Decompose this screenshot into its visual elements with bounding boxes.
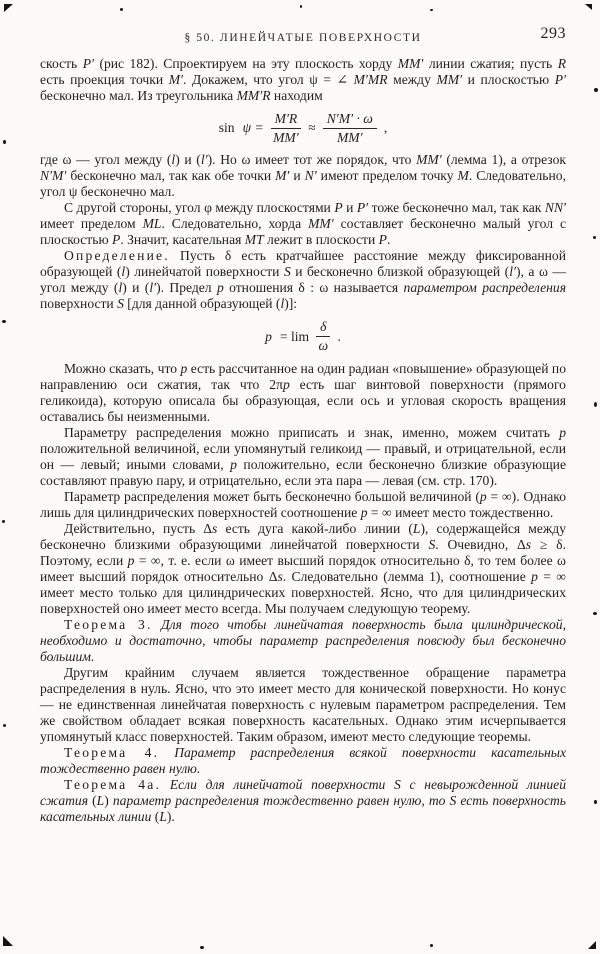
scan-speck [430,9,433,11]
formula-text: , [383,120,388,136]
formula-text: ≈ [308,120,316,136]
math-formula [40,319,566,353]
scan-speck [593,236,596,239]
italic-text: p [180,360,188,376]
scan-speck [585,4,592,10]
paragraph: где ω — угол между (l) и (l′). Но ω имеет тот же порядок, что MM′ (лемма 1), а отрезок N′M′ бесконечно мал, так как обе точки M′ и N′ имеют пределом точку M. Следовательно, угол ψ бесконечно мал. [40,152,566,200]
italic-text: p [230,456,237,472]
italic-text: P′ [554,72,566,87]
scan-speck [4,4,13,12]
italic-text: MT [244,232,264,248]
paragraph: Можно сказать, что p есть рассчитанное на один радиан «повышение» образующей по направлению оси сжатия, так что 2πp есть шаг винтовой поверхности (прямого геликоида), которую описала бы образующая, если ось и угловая скорость вращения оставались бы неизменными. [40,360,566,424]
scan-speck [593,612,597,615]
italic-text: p [282,376,290,392]
formula-text: . [337,328,341,344]
italic-text: L [412,520,421,536]
italic-text: NN′ [544,200,566,216]
italic-text: p [127,552,135,568]
italic-text: MM′ [397,56,424,71]
scan-speck [430,944,433,947]
italic-text: L [96,792,105,808]
scan-speck [594,800,597,804]
letterspaced-text: Определение. [64,248,170,264]
italic-text: P [112,232,121,248]
italic-text: MM′R [236,88,271,103]
section-title: § 50. ЛИНЕЙЧАТЫЕ ПОВЕРХНОСТИ [184,32,422,44]
italic-text: P [334,200,343,216]
italic-text: L [159,808,167,824]
fraction-numerator: M′R [271,111,302,129]
italic-text: P [378,232,387,248]
letterspaced-text: Теорема 3. [64,616,153,632]
scan-speck [3,140,6,144]
italic-text: MM′ [436,72,463,87]
italic-text: N′M′ [40,168,67,184]
italic-text: M′ [168,72,183,87]
letterspaced-text: Теорема 4а. [64,776,162,792]
italic-text: параметром распределения [403,280,567,296]
paragraph: Параметр распределения может быть бесконечно большой величиной (p = ∞). Однако лишь для цилиндрических поверхностей соотношение p = ∞ имеет место тождественно. [40,488,566,520]
scan-speck [588,941,596,949]
scan-speck [200,946,204,949]
italic-text: p [360,504,368,520]
fraction-numerator: δ [316,319,330,337]
fraction-denominator: MM′ [273,129,299,145]
italic-text: p [216,280,224,296]
fraction [323,111,377,145]
italic-text: l [171,152,176,168]
scan-speck [300,5,302,8]
italic-text: s [277,568,283,584]
italic-text: MM′ [308,216,334,232]
paragraph: Определение. Пусть δ есть кратчайшее расстояние между фиксированной образующей (l) линейчатой поверхности S и бесконечно близкой образующей (l′), а ω — угол между (l) и (l′). Предел p отношения δ : ω называется параметром распределения поверхности S [для данной образующей (l)]: [40,248,567,312]
italic-text: l [121,264,126,280]
italic-text: M′MR [353,72,388,87]
italic-text: MM′ [416,152,442,168]
scan-speck [120,8,123,11]
scan-speck [594,88,598,92]
paragraph: Действительно, пусть Δs есть дуга какой-либо линии (L), содержащейся между бесконечно близкими образующими линейчатой поверхности S. Очевидно, Δs ≥ δ. Поэтому, если p = ∞, т. е. если ω имеет высший порядок относительно δ, то тем более ω имеет высший порядок относительно Δs. Следовательно (лемма 1), соотношение p = ∞ имеет место только для цилиндрических поверхностей. Ясно, что для цилиндрических поверхностей оно имеет место всегда. Мы получаем следующую теорему. [40,520,566,616]
italic-text: P′ [82,56,94,71]
italic-text: s [525,536,532,552]
scan-speck [3,936,13,946]
page-number: 293 [540,25,566,42]
paragraph: Другим крайним случаем является тождественное обращение параметра распределения в нуль. Ясно, что это имеет место для конической поверхности. Но конус — не единственная линейчатая поверхность с нулевым параметром распределения. Тем же свойством обладает всякая поверхность касательных. Однако этим исчерпывается упомянутый класс поверхностей. Таким образом, имеют место следующие теоремы. [40,664,566,744]
italic-text: N′ [304,168,317,184]
italic-text: S [283,264,291,280]
letterspaced-text: Теорема 4. [64,744,160,760]
formula-text: ψ = [242,120,264,136]
scan-speck [594,402,597,407]
scan-speck [3,724,6,727]
italic-text: l′ [509,264,516,280]
fraction-numerator: N′M′ · ω [323,111,377,129]
paragraph: С другой стороны, угол φ между плоскостями P и P′ тоже бесконечно мал, так как NN′ имеет пределом ML. Следовательно, хорда MM′ составляет бесконечно малый угол с плоскостью P. Значит, касательная MT лежит в плоскости P. [40,200,566,248]
italic-text: p [559,424,566,440]
paragraph: Теорема 4а. Если для линейчатой поверхности S с невырожденной линией сжатия (L) параметр распределения тождественно равен нулю, то S есть поверхность касательных линии (L). [40,776,566,824]
paragraph [40,745,566,777]
italic-text: Для того чтобы линейчатая поверхность была цилиндрической, необходимо и достаточно, чтобы параметр распределения повсюду был бесконечно большим. [40,616,566,664]
fraction [316,319,330,353]
paragraph: Параметру распределения можно приписать и знак, именно, можем считать p положительной величиной, если упомянутый геликоид — правый, и отрицательной, если он — левый; иными словами, p положительно, если бесконечно близкие образующие составляют правую пару, и отрицательно, если эта пара — левая (см. стр. 170). [40,424,566,488]
italic-text: p [531,568,538,584]
paragraph [40,617,566,665]
italic-text: l [118,280,123,296]
italic-text: l′ [149,280,157,296]
math-formula [40,111,566,145]
italic-text: s [212,520,218,536]
scan-speck [2,320,6,323]
page-header [40,25,566,48]
italic-text: M [457,168,469,184]
italic-text: S [117,296,124,312]
formula-text: sin [218,120,235,136]
italic-text: l′ [200,152,208,168]
italic-text: Если для линейчатой поверхности S с невырожденной линией сжатия [40,776,566,808]
italic-text: l [280,296,285,312]
italic-text: P′ [356,200,369,216]
fraction-denominator: ω [318,337,329,353]
italic-text: S [428,536,436,552]
scan-speck [2,520,5,523]
italic-text: параметр распределения тождественно равен нулю, то S есть поверхность касательных линии [40,792,566,824]
formula-text: = lim [279,328,310,344]
italic-text: ML [142,216,162,232]
fraction [271,111,302,145]
italic-text: Параметр распределения всякой поверхности касательных тождественно равен нулю. [40,744,566,776]
fraction-denominator: MM′ [336,129,363,145]
italic-text: R [557,56,567,71]
page-body [40,56,566,944]
italic-text: p [479,488,487,504]
paragraph: скость P′ (рис 182). Спроектируем на эту плоскость хорду MM′ линии сжатия; пусть R есть проекция точки M′. Докажем, что угол ψ = ∠ M′MR между MM′ и плоскостью P′ бесконечно мал. Из треугольника MM′R находим [40,56,567,103]
italic-text: M′ [275,168,290,184]
formula-text: p [265,328,272,344]
